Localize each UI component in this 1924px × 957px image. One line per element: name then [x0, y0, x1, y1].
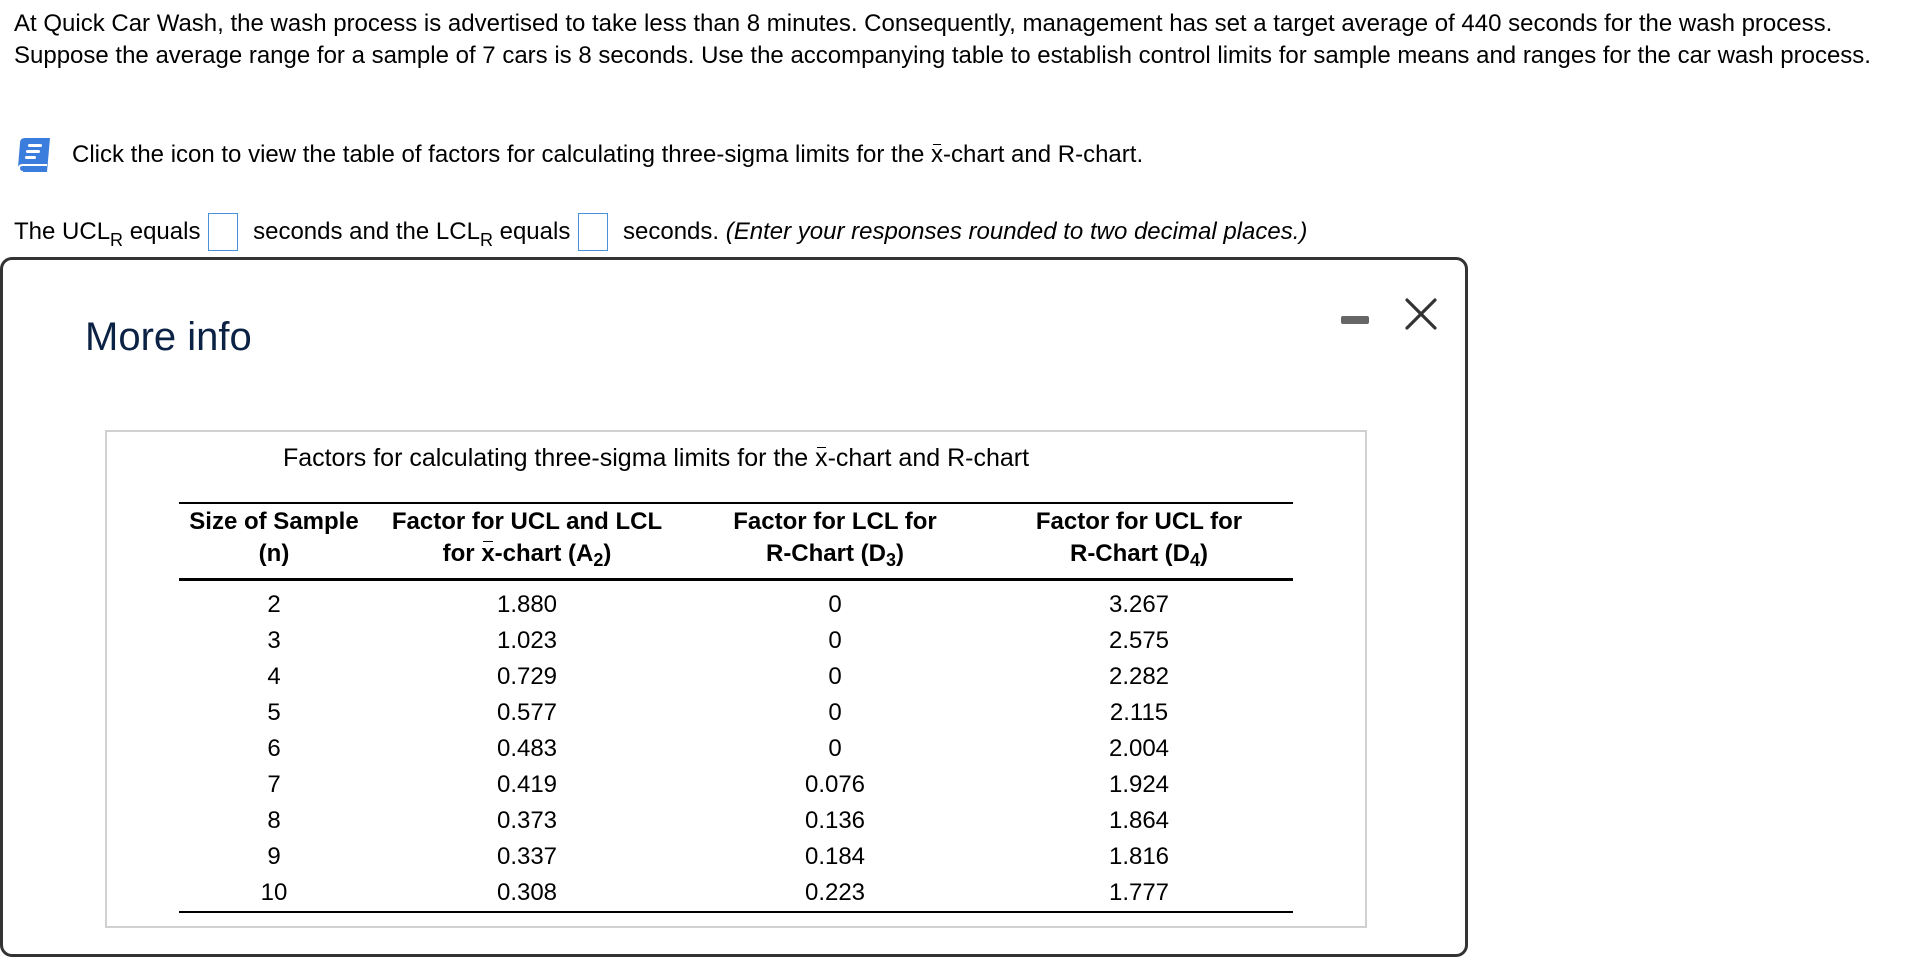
table-caption: Factors for calculating three-sigma limits for the x-chart and R-chart [282, 444, 1030, 472]
ucl-r-input[interactable] [208, 213, 238, 251]
table-row: 6 0.483 0 2.004 [267, 735, 1170, 762]
hint-text[interactable]: Click the icon to view the table of factors for calculating three-sigma limits for the x-chart and R-chart. [72, 141, 1144, 168]
table-row: 5 0.577 0 2.115 [267, 699, 1169, 726]
ucl-label: The $UCL_R$ equals [14, 218, 201, 250]
lcl-r-input[interactable] [578, 213, 608, 251]
table-row: 7 0.419 0.076 1.924 [267, 771, 1170, 798]
problem-statement: At Quick Car Wash, the wash process is advertised to take less than 8 minutes. Consequently, management has set a target average of 440 seconds for the wash process. Suppose the average range for a sample of 7 cars is 8 seconds. Use the accompanying table to establish control limits for sample means and ranges for the car wash process. [14, 10, 1871, 69]
table-row: 4 0.729 0 2.282 [267, 663, 1170, 690]
factors-table [179, 502, 1293, 913]
table-row: 2 1.880 0 3.267 [267, 591, 1170, 618]
close-button[interactable] [1401, 294, 1441, 334]
hint-row [14, 135, 1143, 175]
header-d3: Factor for LCL for R-Chart $(D_3)$ [733, 508, 937, 570]
minimize-icon [1341, 316, 1369, 324]
table-row: 9 0.337 0.184 1.816 [267, 843, 1170, 870]
rounding-instruction: (Enter your responses rounded to two decimal places.) [719, 218, 1308, 245]
table-row: 8 0.373 0.136 1.864 [267, 807, 1170, 834]
table-row: 10 0.308 0.223 1.777 [179, 875, 1293, 912]
header-sample-size: Size of Sample (n) [189, 508, 359, 567]
table-row: 3 1.023 0 2.575 [267, 627, 1170, 654]
book-icon[interactable] [14, 134, 56, 176]
header-d4: Factor for UCL for R-Chart $(D_4)$ [1035, 508, 1243, 570]
dialog-title: More info [85, 315, 252, 359]
seconds-label: seconds. [616, 218, 720, 245]
answer-row [14, 212, 1307, 252]
header-a2: Factor for UCL and LCL for x-chart $(A_2)$ [391, 508, 663, 570]
close-icon [1407, 300, 1435, 328]
more-info-dialog [0, 257, 1468, 957]
x-bar-symbol: x [931, 141, 944, 168]
table-header-row [179, 503, 1293, 580]
lcl-label: seconds and the $LCL_R$ equals [246, 218, 571, 250]
minimize-button[interactable] [1340, 310, 1370, 330]
factors-table-frame [105, 430, 1367, 928]
